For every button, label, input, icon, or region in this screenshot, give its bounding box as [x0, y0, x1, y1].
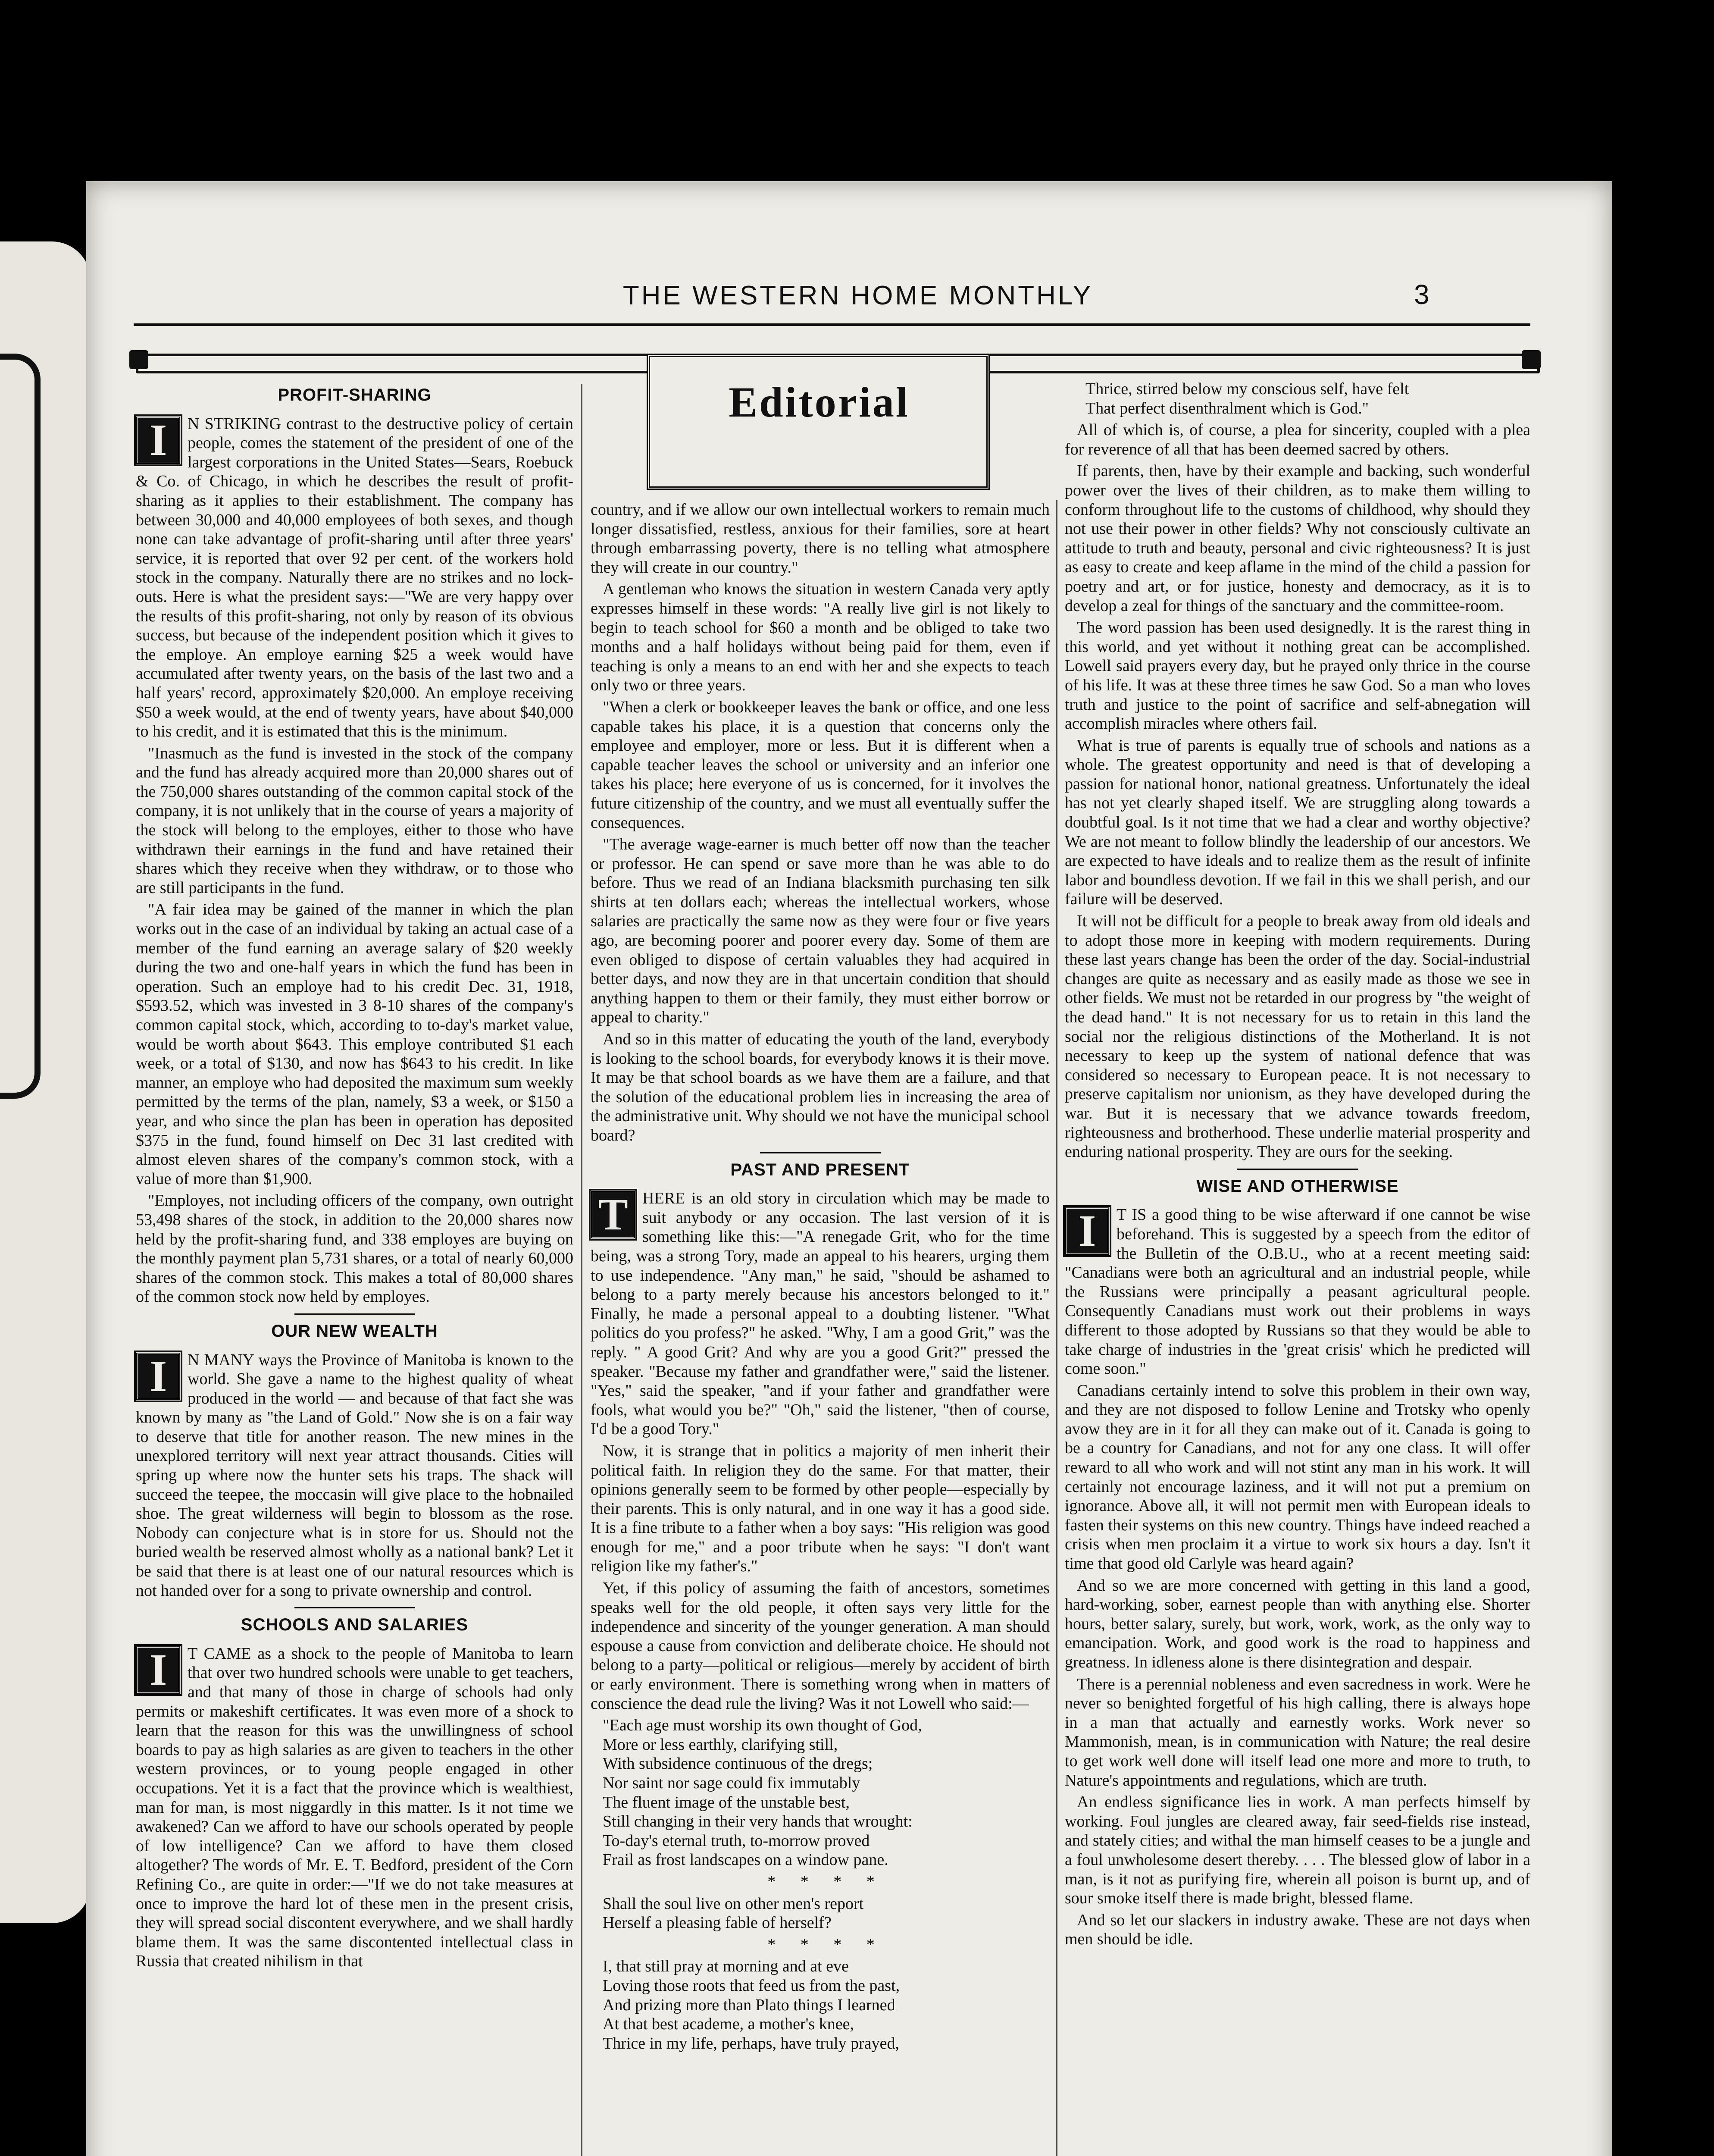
column-1: [136, 379, 573, 1974]
poem-stanza: [591, 1716, 1050, 1870]
article-paragraph: "A fair idea may be gained of the manner in which the plan works out in the case of an individual by taking an actual case of a member of the fund earning an average salary of $20 weekly during the two and one-half years in which the fund has been in operation. Such an employe had to his credit Dec. 31, 1918, $593.52, which was invested in 3 8-10 shares of the company's common capital stock, which, according to to-day's market value, would be worth about $643. This employe contributed $1 each week, or a total of $130, and now has $643 to his credit. In like manner, an employe who had deposited the maximum sum weekly permitted by the terms of the plan, namely, $3 a week, or $150 a year, and who since the plan has been in operation has deposited $375 in the fund, found himself on Dec 31 last credited with almost eleven shares of the company's common stock, with a value of more than $1,900.: [136, 900, 573, 1188]
poem-line: Thrice in my life, perhaps, have truly prayed,: [603, 2034, 899, 2053]
heading-our-new-wealth: OUR NEW WEALTH: [271, 1321, 438, 1341]
column-rule: [581, 384, 582, 2156]
article-paragraph: There is a perennial nobleness and even sacredness in work. Were he never so benighted forgetful of his high calling, there is always hope in a man that actually and earnestly works. Work never so Mammonish, mean, is in communication with Nature; the real desire to get work well done will itself lead one more and more to truth, to Nature's appointments and regulations, which are truth.: [1065, 1675, 1530, 1789]
poem-line: Herself a pleasing fable of herself?: [603, 1914, 832, 1932]
page-number: 3: [1414, 279, 1429, 310]
drop-cap: I: [136, 416, 181, 464]
column-rule: [1056, 500, 1057, 2156]
poem-line: To-day's eternal truth, to-morrow proved: [603, 1831, 870, 1850]
article-paragraph: All of which is, of course, a plea for sincerity, coupled with a plea for reverence of all that has been deemed sacred by others.: [1065, 421, 1530, 458]
poem-line: With subsidence continuous of the dregs;: [603, 1755, 873, 1773]
article-paragraph: [136, 1644, 573, 1971]
poem-stanza: [591, 1957, 1050, 2053]
drop-cap: T: [591, 1191, 635, 1239]
masthead: THE WESTERN HOME MONTHLY: [622, 281, 1093, 310]
poem-break: * * * *: [767, 1935, 885, 1954]
poem-line: More or less earthly, clarifying still,: [603, 1735, 838, 1754]
poem-line: "Each age must worship its own thought of God,: [603, 1716, 922, 1735]
page: [86, 181, 1612, 2156]
article-paragraph: "Inasmuch as the fund is invested in the stock of the company and the fund has already acquired more than 20,000 shares out of the 750,000 shares outstanding of the common capital stock of the company, it is not unlikely that in the course of years a majority of the stock will belong to the employes, either to those who have withdrawn their earnings in the fund and have retained their shares which they receive when they withdraw, or to those who are still participants in the fund.: [136, 744, 573, 897]
poem-stanza: [1073, 379, 1530, 418]
article-text: HERE is an old story in circulation which may be made to suit anybody or any occasion. The last version of it is something like this:—"A renegade Grit, who for the time being, was a strong Tory, made an appeal to his hearers, urging them to use independence. "Any man," he said, "should be ashamed to belong to a party merely because his ancestors belonged to it." Finally, he made a personal appeal to a doubting listener. "What politics do you profess?" he asked. "Why, I am a good Grit," was the reply. " A good Grit? And why are you a good Grit?" pressed the speaker. "Because my father and grandfather were," said the listener. "Yes," said the speaker, "and if your father and grandfather were fools, what would you be?" "Oh," said the listener, "then of course, I'd be a good Tory.": [591, 1189, 1050, 1438]
editorial-frame-right: [961, 354, 1540, 373]
article-paragraph: country, and if we allow our own intellectual workers to remain much longer dissatisfied, restless, anxious for their families, sore at heart through embarrassing poverty, there is no telling what atmosphere they will create in our country.": [591, 501, 1050, 577]
frame-ornament: [1522, 350, 1541, 369]
article-paragraph: An endless significance lies in work. A man perfects himself by working. Foul jungles are cleared away, fair seed-fields rise instead, and stately cities; and withal the man himself ceases to be a jungle and a foul unwholesome desert thereby. . . . The blessed glow of labor in a man, is it not as purifying fire, wherein all poison is burnt up, and of sour smoke itself there is made bright, blessed flame.: [1065, 1793, 1530, 1908]
article-paragraph: If parents, then, have by their example and backing, such wonderful power over the lives of their children, as to make them willing to conform throughout life to the customs of childhood, why should they not use their power in other fields? Why not consciously cultivate an attitude to truth and beauty, personal and civic righteousness? It is just as easy to create and keep aflame in the mind of the child a passion for poetry and art, or for justice, honesty and democracy, as it is to develop a zeal for things of the sanctuary and the committee-room.: [1065, 462, 1530, 615]
section-separator: [294, 1607, 415, 1608]
poem-line: That perfect disenthralment which is God.": [1085, 399, 1369, 417]
section-separator: [760, 1152, 881, 1153]
article-paragraph: "The average wage-earner is much better off now than the teacher or professor. He can spend or save more than he was able to do before. Thus we read of an Indiana blacksmith purchasing ten silk shirts at ten dollars each; whereas the intellectual workers, whose salaries are practically the same now as they were four or five years ago, are becoming poorer and poorer every day. Some of them are even obliged to dispose of certain valuables they had acquired in better days, and now they are in that uncertain condition that should anything happen to them or their family, they must either borrow or appeal to charity.": [591, 835, 1050, 1027]
article-paragraph: [1065, 1205, 1530, 1378]
poem-line: Frail as frost landscapes on a window pane.: [603, 1851, 888, 1869]
drop-cap: I: [1065, 1207, 1110, 1255]
article-paragraph: And so let our slackers in industry awake. These are not days when men should be idle.: [1065, 1911, 1530, 1949]
drop-cap: I: [136, 1352, 181, 1401]
heading-schools-and-salaries: SCHOOLS AND SALARIES: [241, 1615, 469, 1635]
article-paragraph: [136, 1351, 573, 1601]
frame-ornament: [129, 350, 148, 369]
article-text: N MANY ways the Province of Manitoba is known to the world. She gave a name to the highest quality of wheat produced in the world — and because of that fact she was known by many as "the Land of Gold." Now she is on a fair way to deserve that title for another reason. The new mines in the unexplored territory will next year attract thousands. Cities will spring up where now the hunter sets his traps. The shack will succeed the teepee, the moccasin will give place to the hobnailed shoe. The great wilderness will begin to blossom as the rose. Nobody can conjecture what is in store for us. Should not the buried wealth be reserved almost wholly as a national bank? Let it be said that there is at least one of our natural resources which is not handed over for a song to private ownership and control.: [136, 1351, 573, 1600]
poem-break: * * * *: [767, 1872, 885, 1891]
poem-line: Nor saint nor sage could fix immutably: [603, 1774, 860, 1792]
poem-line: I, that still pray at morning and at eve: [603, 1957, 849, 1976]
article-paragraph: "When a clerk or bookkeeper leaves the bank or office, and one less capable takes his place, it is a question that concerns only the employee and employer, more or less. But it is different when a capable teacher leaves the school or university and an inferior one takes his place; here everyone of us is concerned, for it involves the future citizenship of the country, and we must all eventually suffer the consequences.: [591, 698, 1050, 832]
poem-line: Thrice, stirred below my conscious self, have felt: [1085, 380, 1409, 398]
drop-cap: I: [136, 1646, 181, 1694]
poem-line: At that best academe, a mother's knee,: [603, 2015, 854, 2034]
article-paragraph: "Employes, not including officers of the company, own outright 53,498 shares of the stock, in addition to the 20,000 shares now held by the profit-sharing fund, and 338 employes are buying on the monthly payment plan 5,731 shares, or a total of nearly 60,000 shares of the common stock. This makes a total of 80,000 shares of the common stock now held by employes.: [136, 1191, 573, 1306]
previous-page-edge: [0, 241, 91, 1923]
poem-stanza: [591, 1894, 1050, 1933]
article-paragraph: A gentleman who knows the situation in western Canada very aptly expresses himself in these words: "A really live girl is not likely to begin to teach school for $60 a month and be obliged to take two months and a half holidays without being paid for them, even if teaching is only a means to an end with her and she expects to teach only two or three years.: [591, 580, 1050, 695]
article-paragraph: And so we are more concerned with getting in this land a good, hard-working, sober, earnest people than with anything else. Shorter hours, better salary, surely, but work, work, work, as the only way to emancipation. Work, and good work is the road to happiness and greatness. In idleness alone is there disintegration and despair.: [1065, 1576, 1530, 1671]
poem-line: The fluent image of the unstable best,: [603, 1793, 850, 1811]
article-paragraph: Yet, if this policy of assuming the faith of ancestors, sometimes speaks well for the old people, it often says very little for the independence and sincerity of the younger generation. A man should espouse a cause from conviction and deliberate choice. He should not belong to a party—political or religious—merely by accident of birth or early environment. There is something wrong when in matters of conscience the dead rule the living? Was it not Lowell who said:—: [591, 1579, 1050, 1713]
previous-page-ornament: [0, 354, 41, 1099]
section-separator: [294, 1313, 415, 1315]
article-text: T IS a good thing to be wise afterward if one cannot be wise beforehand. This is suggested by a speech from the editor of the Bulletin of the O.B.U., who at a recent meeting said: "Canadians were both an agricultural and an industrial people, while the Russians were principally a peasant agricultural people. Consequently Canadians must work out their problems in ways different to those adopted by Russians so that they would be able to take charge of industries in the 'great crisis' which he predicted will come soon.": [1065, 1206, 1530, 1378]
poem-line: Still changing in their very hands that wrought:: [603, 1812, 913, 1831]
section-separator: [1237, 1169, 1358, 1170]
article-paragraph: Canadians certainly intend to solve this problem in their own way, and they are not disposed to follow Lenine and Trotsky who openly avow they are in it for all they can make out of it. Canada is going to be a country for Canadians, and not for any one class. It will offer reward to all who work and will not stint any man in his work. It will certainly not encourage laziness, and it will not put a premium on ignorance. Above all, it will not permit men with European ideals to fasten their systems on this new country. Things have indeed reached a crisis when men proclaim it a virtue to work six hours a day. Isn't it time that good old Carlyle was heard again?: [1065, 1381, 1530, 1573]
article-paragraph: [591, 1189, 1050, 1439]
article-paragraph: [136, 414, 573, 741]
article-paragraph: And so in this matter of educating the youth of the land, everybody is looking to the school boards, for everybody knows it is their move. It may be that school boards as we have them are a failure, and that the solution of the educational problem lies in increasing the area of the administrative unit. Why should we not have the municipal school board?: [591, 1030, 1050, 1144]
editorial-title: Editorial: [729, 378, 910, 426]
column-2: [591, 500, 1050, 2056]
article-paragraph: The word passion has been used designedly. It is the rarest thing in this world, and yet without it nothing great can be accomplished. Lowell said prayers every day, but he prayed only thrice in the course of his life. It was at these three times he saw God. So a man who loves truth and justice to the point of sacrifice and self-abnegation will accomplish miracles where others fail.: [1065, 618, 1530, 733]
article-text: N STRIKING contrast to the destructive policy of certain people, comes the statement of the president of one of the largest corporations in the United States—Sears, Roebuck & Co. of Chicago, in which he describes the result of profit-sharing as it applies to their establishment. The company has between 30,000 and 40,000 employees of both sexes, and though none can take advantage of profit-sharing until after three years' service, it is reported that over 92 per cent. of the workers hold stock in the company. Naturally there are no strikes and no lock-outs. Here is what the president says:—"We are very happy over the results of this profit-sharing, not only by reason of its obvious success, but because of the independent position which it gives to the employe. An employe earning $25 a week would have accumulated after twenty years, on the basis of the last two and a half years' record, approximately $20,000. An employe receiving $50 a week would, at the end of twenty years, have about $40,000 to his credit, and it is estimated that this is the minimum.: [136, 414, 573, 741]
heading-past-and-present: PAST AND PRESENT: [730, 1160, 910, 1179]
header-rule: [134, 323, 1530, 326]
poem-line: Shall the soul live on other men's report: [603, 1894, 864, 1913]
poem-line: And prizing more than Plato things I learned: [603, 1996, 895, 2014]
article-paragraph: What is true of parents is equally true of schools and nations as a whole. The greatest opportunity and need is that of developing a passion for national honor, national greatness. Unfortunately the ideal has not yet clearly shaped itself. We are struggling along towards a doubtful goal. Is it not time that we had a clear and worthy objective? We are not meant to follow blindly the leadership of our ancestors. We are expected to have ideals and to realize them as the result of infinite labor and boundless devotion. If we fail in this we shall perish, and our failure will be deserved.: [1065, 736, 1530, 909]
article-text: T CAME as a shock to the people of Manitoba to learn that over two hundred schools were unable to get teachers, and that many of those in charge of schools had only permits or makeshift certificates. It was even more of a shock to learn that the reason for this was the unwillingness of school boards to pay as high salaries as are given to teachers in the other western provinces, or to young people engaged in other occupations. Yet it is a fact that the province which is wealthiest, man for man, is most niggardly in this matter. Is it not time we awakened? Can we afford to have our schools operated by people of low intelligence? Can we afford to have them closed altogether? The words of Mr. E. T. Bedford, president of the Corn Refining Co., are quite in order:—"If we do not take measures at once to improve the hard lot of these men in the present crisis, they will spread social discontent everywhere, and we shall hardly blame them. It was the same discontented intellectual class in Russia that created nihilism in that: [136, 1644, 573, 1971]
article-paragraph: Now, it is strange that in politics a majority of men inherit their political faith. In religion they do the same. For that matter, their opinions generally seem to be formed by other people—especially by their parents. This is only natural, and in one way it has a good side. It is a fine tribute to a father when a boy says: "His religion was good enough for me," and a poor tribute when he says: "I don't want religion like my father's.": [591, 1442, 1050, 1576]
poem-line: Loving those roots that feed us from the past,: [603, 1976, 900, 1995]
article-paragraph: It will not be difficult for a people to break away from old ideals and to adopt those more in keeping with modern requirements. During these last years change has been the order of the day. Social-industrial changes are quite as necessary and as easily made as those we see in other fields. We must not be retarded in our progress by "the weight of the dead hand." It is not necessary for us to retain in this land the social nor the religious distinctions of the Motherland. It is not necessary to keep up the system of national defence that was considered so necessary to European peace. It is not necessary to preserve capitalism nor unionism, as they have developed during the war. But it is necessary that we advance towards freedom, righteousness and brotherhood. These underlie material prosperity and enduring national prosperity. They are ours for the seeking.: [1065, 912, 1530, 1161]
column-3: [1065, 379, 1530, 1952]
heading-profit-sharing: PROFIT-SHARING: [278, 385, 432, 404]
heading-wise-and-otherwise: WISE AND OTHERWISE: [1196, 1176, 1399, 1196]
